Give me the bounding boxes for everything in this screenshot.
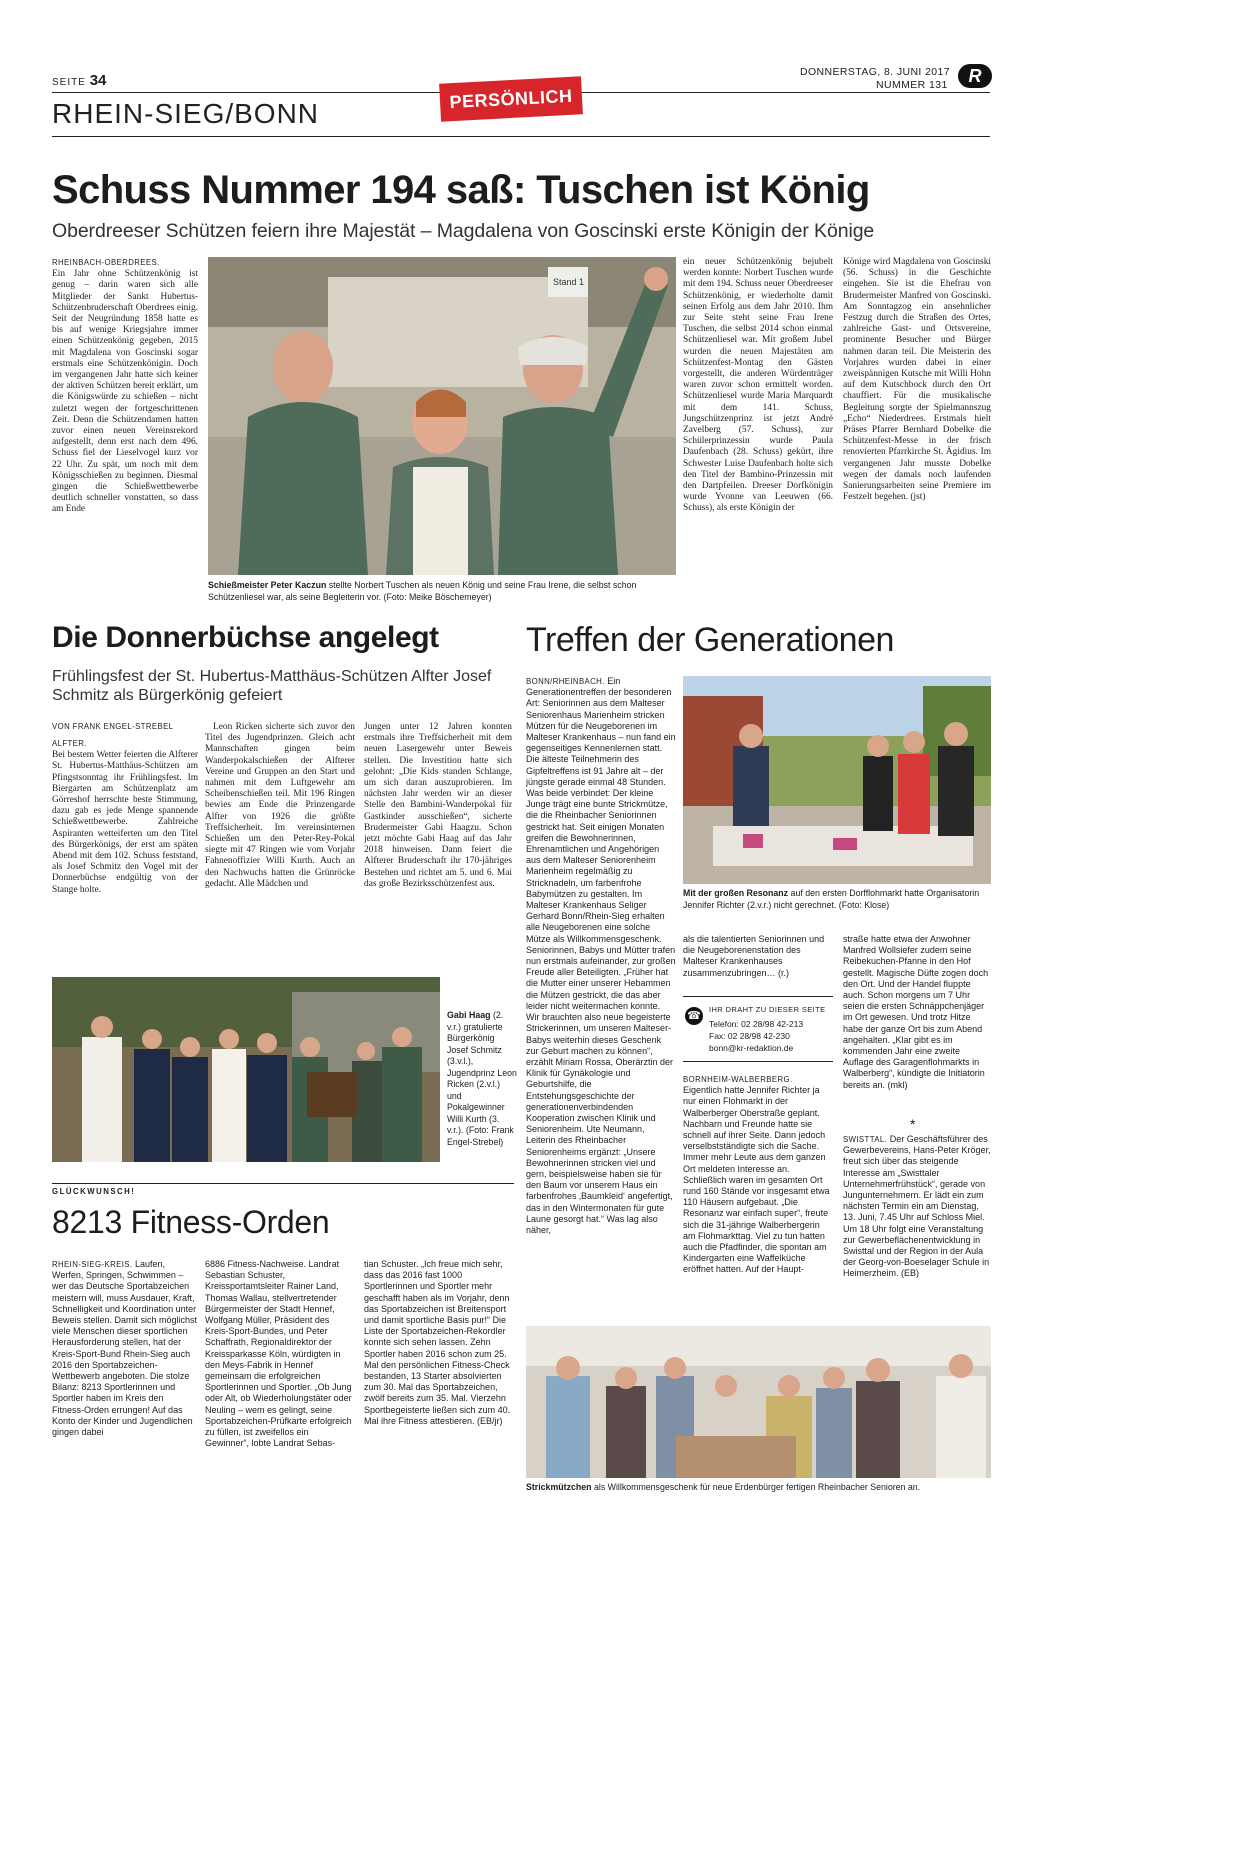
story4-column-1 xyxy=(526,676,676,1321)
story2-column-3 xyxy=(364,722,512,960)
story5-text-1: Eigentlich hatte Jennifer Richter ja nur einen Flohmarkt in der Walberberger Oberstraße geplant. Nachbarn und Freunde hatte sie schnell auf ihrer Seite. Dann jedoch verselbstständigte sich die Sache. Immer mehr Leute aus dem ganzen Ort meldeten Interesse an. Schließlich waren im gesamten Ort rund 160 Stände vor insgesamt etwa 110 Häusern aufgebaut. „Die Resonanz war einfach super“, freute sich die 31-jährige Walberbergerin am Flohmarkttag. Viel zu tun hatten auch die Pfadfinder, die spontan am Kindergarten eine Waffelküche eröffnet hatten. Auf der Haupt- xyxy=(683,1085,830,1275)
alfter-photo-image xyxy=(52,977,440,1162)
story2-photo xyxy=(52,977,440,1162)
story1-subheadline: Oberdreeser Schützen feiern ihre Majestät – Magdalena von Goscinski erste Königin der Könige xyxy=(52,220,875,242)
page-number-value: 34 xyxy=(89,72,107,89)
story2-column-1 xyxy=(52,738,198,960)
story5-column-1 xyxy=(683,1074,833,1322)
story3-column-1 xyxy=(52,1259,198,1459)
story2-subheadline: Frühlingsfest der St. Hubertus-Matthäus-Schützen Alfter Josef Schmitz als Bürgerkönig gefeiert xyxy=(52,668,492,704)
story3-text-3: tian Schuster. „Ich freue mich sehr, dass das 2016 fast 1000 Sportlerinnen und Sportler mehr geschafft haben als im Vorjahr, denn das Sportabzeichen ist Breitensport und damit sportliche Basis pur!“ Die Liste der Sportabzeichen-Rekordler konnte sich sehen lassen. Zehn Sportler haben 2016 schon zum 25. Mal den persönlichen Fitness-Check bestanden, 13 Starter absolvierten zum 30. Mal das Sportabzeichen, zwölf bereits zum 35. Mal. Vierzehn Sportbegeisterte ließen sich zum 40. Mal ihre Fitness attestieren. (EB/jr) xyxy=(364,1259,511,1426)
strickmuetzen-photo-image xyxy=(526,1326,991,1478)
story4-dateline: BONN/RHEINBACH. xyxy=(526,677,605,686)
phone-icon: ☎ xyxy=(685,1007,703,1025)
issue-date: DONNERSTAG, 8. JUNI 2017 xyxy=(800,66,951,78)
story1-text-1: Ein Jahr ohne Schützenkönig ist genug – darin waren sich alle Mitglieder der Sankt Hubertus-Schützenbruderschaft Oberdrees einig. Seit der Neugründung 1858 hatte es bis auf wenige Kriegsjahre immer einen Schützenkönig gegeben, 2015 mit Magdalena von Goscinski sogar erstmals eine Schützenkönigin. Doch im vergangenen Jahr hatte sich keiner der aktiven Schützen bereit erklärt, um die Königswürde zu schießen – nicht zuletzt wegen der fortgeschrittenen Zeit. Denn die Schützendamen hatten zuvor einen neuen Vereinsrekord aufgestellt, denn erst nach dem 496. Schuss fiel der Lieselvogel kurz vor 22 Uhr. Zu spät, um noch mit dem Königsschießen zu beginnen. Diesmal gingen die Schießwettbewerbe deutlich schneller vonstatten, so dass am Ende xyxy=(52,269,198,515)
story4-headline: Treffen der Generationen xyxy=(526,621,894,659)
story3-top-rule xyxy=(52,1183,514,1184)
story1-column-1 xyxy=(52,257,198,607)
story2-text-2: Leon Ricken sicherte sich zuvor den Titel des Jugendprinzen. Gleich acht Mannschaften gingen beim Wanderpokalschießen der Alfterer Vereine und Gruppen an den Start und nahmen mit dem Luftgewehr am Scheibenschießen teil. Mit 196 Ringen bewies am Ende die Prinzengarde Alfter von 1926 die größte Treffsicherheit. Im vereinsinternen Schießen um den Peter-Rey-Pokal siegte mit 47 Ringen wie vom Vorjahr Fahnenoffizier Willi Kurth. Auch an den Nachwuchs hatten die Grünröcke gedacht. Alle Mädchen und xyxy=(205,722,355,889)
story2-text-1: Bei bestem Wetter feierten die Alfterer St. Hubertus-Matthäus-Schützen am Pfingstsonntag ihr Frühlingsfest. Im Biergarten am Schützenplatz am Görreshof herrschte beste Stimmung, dazu gab es jede Menge spannende Schießwettbewerbe. Zahlreiche Aspiranten wetteiferten um den Titel des Bürgerkönigs, der erst am späten Abend mit dem 102. Schuss feststand, als Josef Schmitz den Vogel mit der Donnerbüchse endgültig von der Stange holte. xyxy=(52,750,198,895)
story3-column-2 xyxy=(205,1259,355,1459)
story6-dateline: SWISTTAL. xyxy=(843,1135,888,1144)
contact-phone: Telefon: 02 28/98 42-213 xyxy=(709,1019,804,1029)
story2-column-2 xyxy=(205,722,355,960)
story1-caption xyxy=(208,580,676,606)
story5-dateline: BORNHEIM-WALBERBERG. xyxy=(683,1075,793,1084)
story5-column-2 xyxy=(843,934,991,1110)
contact-box xyxy=(683,996,833,1062)
story6-text: Der Geschäftsführer des Gewerbevereins, Hans-Peter Kröger, freut sich über das steigende Interesse am „Swisttaler Unternehmerfrühstück“, gerade von Jungunternehmern. Er lädt ein zum nächsten Termin ein am Dienstag, 13. Juni, 7.45 Uhr auf Schloss Miel. Um 18 Uhr folgt eine Veranstaltung zur Gewerbeflächenentwicklung in Swisttal und der Region in der Aula der Georg-von-Boeselager Schule in Heimerzheim. (EB) xyxy=(843,1134,991,1279)
story1-photo xyxy=(208,257,676,575)
story2-caption xyxy=(447,1010,517,1160)
story5-photo xyxy=(683,676,991,884)
story1-text-2: ein neuer Schützenkönig bejubelt werden konnte: Norbert Tuschen wurde mit dem 194. Schuss neuer Oberdreeser Schützenkönig, er wiederholte damit seinen Erfolg aus dem Jahr 2010. Ihm zur Seite steht seine Frau Irene Tuschen, die selbst 2014 schon einmal Schützenliesel war. Mit großem Jubel wurden die neuen Majestäten am Schützenfest-Montag den Gästen vorgestellt, die anderen Würdenträger waren zuvor schon ermittelt worden. Schützenliesel wurde Maria Marquardt mit dem 141. Schuss, Jungschützenprinz ist jetzt André Zavelberg (57. Schuss), zur Schülerprinzessin wurde Paula Daufenbach (28. Schuss) gekürt, ihre Schwester Luise Daufenbach holte sich den Titel der Bambino-Prinzessin mit den Dartpfeilen. Dreeser Dorfkönigin wurde Yvonne van Leeuwen (66. Schuss), als erste Königin der xyxy=(683,257,833,514)
story2-caption-bold: Gabi Haag xyxy=(447,1010,491,1020)
story3-text-1: Laufen, Werfen, Springen, Schwimmen – wer das Deutsche Sportabzeichen meistern will, muss Ausdauer, Kraft, Schnelligkeit und Koordination unter Beweis stellen. Damit sich möglichst viele Menschen dieser sportlichen Herausforderung stellen, hat der Kreis-Sport-Bund Rhein-Sieg auch 2016 den Sportabzeichen-Wettbewerb angeboten. Die stolze Bilanz: 8213 Sportlerinnen und Sportler haben im Kreis den Fitness-Orden errungen! Auf das Konto der Kinder und Jugendlichen gingen dabei xyxy=(52,1259,198,1438)
story2-byline: VON FRANK ENGEL-STREBEL xyxy=(52,722,174,731)
story5-caption xyxy=(683,888,991,914)
story2-caption-text: (2. v.r.) gratulierte Bürgerkönig Josef Schmitz (3.v.l.), Jugendprinz Leon Ricken (2.v.l.) und Pokalgewinner Willi Kurth (3. v.r.). (Foto: Frank Engel-Strebel) xyxy=(447,1010,517,1147)
story1-headline: Schuss Nummer 194 saß: Tuschen ist König xyxy=(52,168,870,212)
story4-photo-caption-text: als Willkommensgeschenk für neue Erdenbürger fertigen Rheinbacher Senioren an. xyxy=(593,1482,921,1492)
story1-text-3: Könige wird Magdalena von Goscinski (56. Schuss) in die Geschichte eingehen. Sie ist die Ehefrau von Brudermeister Manfred von Goscinski. Am Sonntagzog ein ansehnlicher Festzug durch die Straßen des Ortes, zahlreiche Gast- und Ortsvereine, prominente Besucher und Bürger nahmen daran teil. Die Meisterin des Vorjahres wurden dabei in einer zweispännigen Kutsche mit Willi Hohn auf dem Kutschbock durch den Ort chauffiert. Für die musikalische Begleitung sorgte der Spielmannszug „Echo“ Niederdrees. Erstmals hielt Präses Pfarrer Bernhard Dobelke die Schützenfest-Messe in der frisch renovierten Pfarrkirche St. Ägidius. Im vergangenen Jahr musste Dobelke wegen der damals noch laufenden Sanierungsarbeiten seine Premiere im Festzelt begehen. (jst) xyxy=(843,257,991,503)
story2-text-3: Jungen unter 12 Jahren konnten erstmals ihre Treffsicherheit mit dem neuen Lasergewehr unter Beweis stellen. Die Investition hatte sich gelohnt: „Die Kids standen Schlange, um sich daran auszuprobieren. Im nächsten Jahr werden wir an dieser Stelle den Bambini-Wanderpokal für Gastkinder ausschießen“, sicherte Brudermeister Gabi Haagzu. Schon jetzt möchte Gabi Haag auf das Jahr 2018 hinweisen. Dann feiert die Alfterer Bruderschaft ihr 170-jähriges Bestehen und richtet am 5. und 6. Mai das große Bezirksschützenfest aus. xyxy=(364,722,512,889)
contact-title: IHR DRAHT ZU DIESER SEITE xyxy=(709,1005,826,1014)
story4-column-2 xyxy=(683,934,833,982)
story-separator: * xyxy=(910,1116,916,1132)
story1-column-2 xyxy=(683,257,833,607)
issue-number: NUMMER 131 xyxy=(876,79,948,91)
story3-column-3 xyxy=(364,1259,514,1459)
story4-text-1: Ein Generationentreffen der besonderen Art: Seniorinnen aus dem Malteser Seniorenhaus Marienheim stricken Mützen für die Neugeborenen im Malteser Krankenhaus – nun fand ein gegenseitiges Kennenlernen statt. Die älteste Teilnehmerin des Gipfeltreffens ist 91 Jahre alt – der jüngste gerade einmal 48 Stunden. Was beide verbindet: Der kleine Junge trägt eine bunte Strickmütze, die die Rheinbacher Seniorinnen gestrickt hat. Seit einigen Monaten greifen die Bewohnerinnen, Ehrenamtlichen und Angehörigen aus dem Malteser Seniorenheim Marienheim regelmäßig zu Stricknadeln, um farbenfrohe Babymützen zu gestalten. Im Malteser Krankenhaus Seliger Gerhard Bonn/Rhein-Sieg erhalten alle Neugeborenen eine solche Mütze als Willkommensgeschenk. Seniorinnen, Babys und Mütter trafen nun erstmals aufeinander, zur großen Freude aller Beteiligten. „Früher hat die Mutter einer unserer Hebammen die Mützen gestrickt, die das aber leider nicht weitermachen konnte. Wir brauchten also neue begeisterte Strickerinnen, um unseren Malteser-Babys weiterhin dieses Geschenk zur Geburt machen zu können“, erzählt Miriam Rossa, Oberärztin der Klinik für Gynäkologie und Geburtshilfe, die Entstehungsgeschichte der generationenverbindenden Kooperation zwischen Klinik und Seniorenheim. Ute Neumann, Leiterin des Rheinbacher Seniorenheims ergänzt: „Unsere Bewohnerinnen stricken viel und gern, beispielsweise haben sie für den Baum vor unserem Haus ein farbenfrohes ‚Baumkleid‘ angefertigt, das in den Wintermonaten für gute Laune gesorgt hat.“ Was lag also näher, xyxy=(526,676,676,1235)
story4-photo-caption xyxy=(526,1482,991,1496)
page-prefix: SEITE xyxy=(52,77,86,88)
story3-text-2: 6886 Fitness-Nachweise. Landrat Sebastian Schuster, Kreissportamtsleiter Rainer Land, Thomas Wallau, stellvertretender Bürgermeister der Stadt Hennef, Wolfgang Müller, Präsident des Kreis-Sport-Bundes, und Peter Schaffrath, Regionaldirektor der Kreissparkasse Köln, würdigten in den Meys-Fabrik in Hennef gemeinsam die erfolgreichen Sportlerinnen und Sportler. „Ob Jung oder Alt, ob Wiederholungstäter oder Neuling – wem es gelingt, seine Sportabzeichen-Prüfkarte erfolgreich zu füllen, ist zweifellos ein Gewinner“, lobte Landrat Sebas- xyxy=(205,1259,352,1449)
story5-text-2: straße hatte etwa der Anwohner Manfred Wollsiefer zudem seine Reibekuchen-Pfanne in den Hof gestellt. Magische Düfte zogen doch den Ort. Und der Handel fluppte auch. Schon morgens um 7 Uhr seien die ersten Schnäppchenjäger im Ort gewesen. Und trotz Hitze habe der ganze Ort bis zum Abend angehalten. „Klar gibt es im kommenden Jahr eine zweite Auflage des Garagenflohmarkts in Walberberg“, kündigte die Initiatorin bereits an. (mkl) xyxy=(843,934,989,1090)
story5-caption-bold: Mit der großen Resonanz xyxy=(683,888,789,898)
section-rule xyxy=(52,136,990,137)
story2-headline: Die Donnerbüchse angelegt xyxy=(52,621,439,654)
story5-caption-text: auf den ersten Dorfflohmarkt hatte Organisatorin Jennifer Richter (2.v.r.) nicht gerechnet. (Foto: Klose) xyxy=(683,888,980,910)
story3-headline: 8213 Fitness-Orden xyxy=(52,1204,330,1240)
story2-dateline: ALFTER. xyxy=(52,739,87,748)
newspaper-logo xyxy=(958,64,992,88)
story4-text-2: als die talentierten Seniorinnen und die Neugeborenenstation des Malteser Krankenhauses zusammenzubringen… (r.) xyxy=(683,934,825,978)
story1-caption-bold: Schießmeister Peter Kaczun xyxy=(208,580,327,590)
story3-dateline: RHEIN-SIEG-KREIS. xyxy=(52,1260,133,1269)
contact-fax: Fax: 02 28/98 42-230 xyxy=(709,1031,790,1041)
story1-caption-text: stellte Norbert Tuschen als neuen König und seine Frau Irene, die selbst schon Schützenliesel war, als seine Begleiterin vor. (Foto: Meike Böschemeyer) xyxy=(208,580,637,602)
story6-column xyxy=(843,1134,991,1324)
page-number xyxy=(52,72,106,89)
story4-photo-caption-bold: Strickmützchen xyxy=(526,1482,592,1492)
story1-column-3 xyxy=(843,257,991,607)
logo-letter: R xyxy=(968,66,982,86)
flohmarkt-photo-image xyxy=(683,676,991,884)
section-title: RHEIN-SIEG/BONN xyxy=(52,98,320,129)
stand-sign: Stand 1 xyxy=(553,277,585,287)
schuetzen-photo-image xyxy=(208,257,676,575)
personal-badge: PERSÖNLICH xyxy=(439,76,583,121)
contact-email[interactable]: bonn@kr-redaktion.de xyxy=(709,1043,794,1053)
story4-photo xyxy=(526,1326,991,1478)
story3-kicker: GLÜCKWUNSCH! xyxy=(52,1187,136,1196)
story1-dateline: RHEINBACH-OBERDREES. xyxy=(52,258,160,267)
